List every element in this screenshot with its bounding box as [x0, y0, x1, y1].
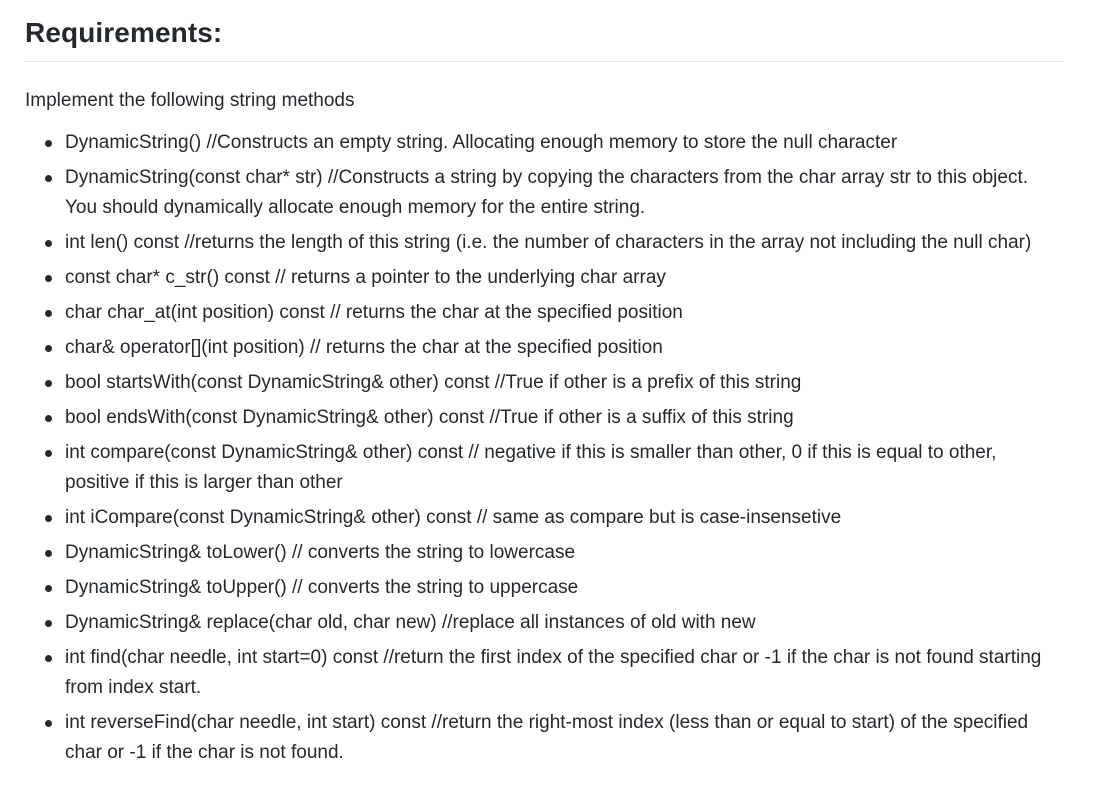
- list-item: DynamicString& toUpper() // converts the string to uppercase: [65, 573, 1063, 603]
- list-item: char& operator[](int position) // returns the char at the specified position: [65, 333, 1063, 363]
- list-item: char char_at(int position) const // returns the char at the specified position: [65, 298, 1063, 328]
- intro-paragraph: Implement the following string methods: [25, 90, 355, 111]
- list-item: int compare(const DynamicString& other) const // negative if this is smaller than other, 0 if this is equal to other, positive if this is larger than other: [65, 438, 1063, 498]
- list-item: bool startsWith(const DynamicString& other) const //True if other is a prefix of this string: [65, 368, 1063, 398]
- list-item: DynamicString& replace(char old, char new) //replace all instances of old with new: [65, 608, 1063, 638]
- list-item: int reverseFind(char needle, int start) const //return the right-most index (less than or equal to start) of the specified char or -1 if the char is not found.: [65, 708, 1063, 768]
- list-item: DynamicString(const char* str) //Constructs a string by copying the characters from the char array str to this object. You should dynamically allocate enough memory for the entire string.: [65, 163, 1063, 223]
- section-heading: Requirements:: [25, 0, 1063, 62]
- list-item: int len() const //returns the length of this string (i.e. the number of characters in the array not including the null char): [65, 228, 1063, 258]
- list-item: DynamicString() //Constructs an empty string. Allocating enough memory to store the null character: [65, 128, 1063, 158]
- list-item: bool endsWith(const DynamicString& other) const //True if other is a suffix of this string: [65, 403, 1063, 433]
- list-item: const char* c_str() const // returns a pointer to the underlying char array: [65, 263, 1063, 293]
- list-item: int iCompare(const DynamicString& other) const // same as compare but is case-insensetive: [65, 503, 1063, 533]
- list-item: DynamicString& toLower() // converts the string to lowercase: [65, 538, 1063, 568]
- list-item: int find(char needle, int start=0) const //return the first index of the specified char or -1 if the char is not found starting from index start.: [65, 643, 1063, 703]
- methods-list: [25, 128, 1063, 768]
